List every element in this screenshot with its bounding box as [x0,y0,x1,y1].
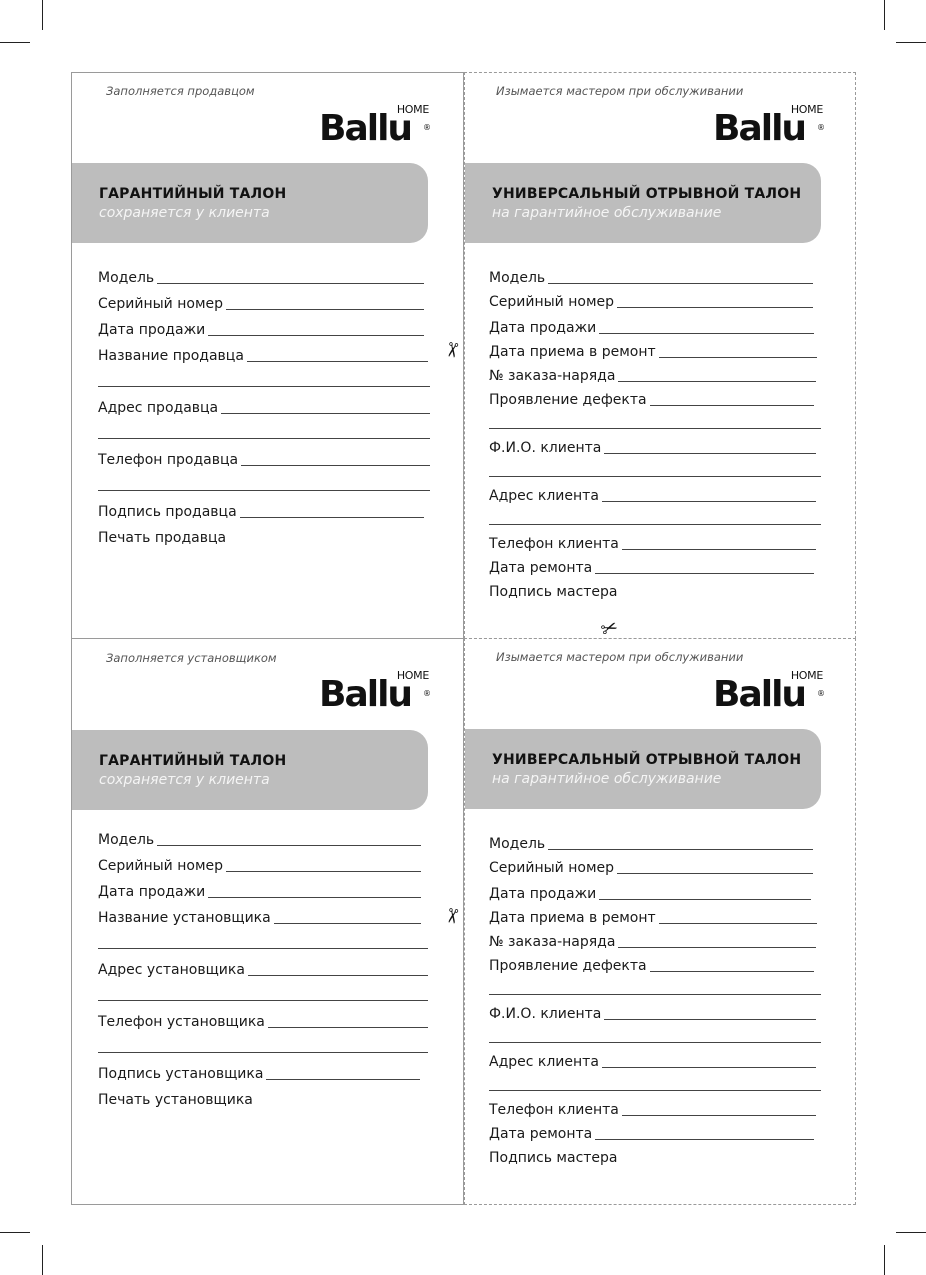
warranty-card-installer [71,638,464,1205]
blank-line[interactable] [98,948,428,949]
card-note: Изымается мастером при обслуживании [496,650,744,664]
blank-line[interactable] [98,438,430,439]
field-repair-accept-date[interactable]: Дата приема в ремонт [489,908,817,926]
field-order-number[interactable]: № заказа-наряда [489,366,816,384]
field-serial[interactable]: Серийный номер [489,292,813,310]
field-installer-stamp: Печать установщика [98,1092,253,1108]
field-installer-address[interactable]: Адрес установщика [98,960,428,978]
field-client-phone[interactable]: Телефон клиента [489,1100,816,1118]
crop-mark [0,42,30,43]
field-serial[interactable]: Серийный номер [489,858,813,876]
blank-line[interactable] [489,1090,821,1091]
field-model[interactable]: Модель [489,834,813,852]
field-sale-date[interactable]: Дата продажи [98,882,421,900]
blank-line[interactable] [98,1052,428,1053]
field-seller-address[interactable]: Адрес продавца [98,398,430,416]
ballu-logo: Ballu HOME ® [319,669,431,715]
card-subtitle: сохраняется у клиента [99,205,270,221]
card-banner [72,730,428,810]
card-title: УНИВЕРСАЛЬНЫЙ ОТРЫВНОЙ ТАЛОН [492,752,802,768]
field-client-name[interactable]: Ф.И.О. клиента [489,438,816,456]
field-repair-date[interactable]: Дата ремонта [489,558,814,576]
warranty-card-seller [71,72,464,639]
field-installer-name[interactable]: Название установщика [98,908,421,926]
field-client-address[interactable]: Адрес клиента [489,1052,816,1070]
ballu-logo: Ballu HOME ® [713,103,825,149]
field-seller-stamp: Печать продавца [98,530,227,546]
ballu-logo: Ballu HOME ® [319,103,431,149]
field-defect[interactable]: Проявление дефекта [489,956,814,974]
crop-mark [884,0,885,30]
field-serial[interactable]: Серийный номер [98,294,424,312]
tear-off-card-bottom [464,638,856,1205]
field-repair-accept-date[interactable]: Дата приема в ремонт [489,342,817,360]
crop-mark [896,1232,926,1233]
crop-mark [42,1245,43,1275]
field-model[interactable]: Модель [98,268,424,286]
card-subtitle: на гарантийное обслуживание [492,771,722,787]
crop-mark [896,42,926,43]
crop-mark [0,1232,30,1233]
card-subtitle: сохраняется у клиента [99,772,270,788]
field-defect[interactable]: Проявление дефекта [489,390,814,408]
field-sale-date[interactable]: Дата продажи [98,320,424,338]
field-installer-phone[interactable]: Телефон установщика [98,1012,428,1030]
card-title: УНИВЕРСАЛЬНЫЙ ОТРЫВНОЙ ТАЛОН [492,186,802,202]
field-sale-date[interactable]: Дата продажи [489,884,811,902]
field-model[interactable]: Модель [98,830,421,848]
field-master-signature: Подпись мастера [489,1150,618,1166]
blank-line[interactable] [489,476,821,477]
field-installer-signature[interactable]: Подпись установщика [98,1064,420,1082]
card-note: Заполняется продавцом [106,84,255,98]
blank-line[interactable] [98,1000,428,1001]
field-client-address[interactable]: Адрес клиента [489,486,816,504]
field-model[interactable]: Модель [489,268,813,286]
crop-mark [884,1245,885,1275]
crop-mark [42,0,43,30]
field-seller-phone[interactable]: Телефон продавца [98,450,430,468]
field-repair-date[interactable]: Дата ремонта [489,1124,814,1142]
scissors-icon: ✂ [597,613,622,643]
card-title: ГАРАНТИЙНЫЙ ТАЛОН [99,753,287,769]
field-seller-signature[interactable]: Подпись продавца [98,502,424,520]
tear-off-card-top [464,72,856,643]
field-serial[interactable]: Серийный номер [98,856,421,874]
card-banner [465,163,821,243]
ballu-logo: Ballu HOME ® [713,669,825,715]
blank-line[interactable] [489,524,821,525]
blank-line[interactable] [489,994,821,995]
card-note: Заполняется установщиком [106,651,277,665]
field-seller-name[interactable]: Название продавца [98,346,428,364]
card-title: ГАРАНТИЙНЫЙ ТАЛОН [99,186,287,202]
field-order-number[interactable]: № заказа-наряда [489,932,816,950]
card-note: Изымается мастером при обслуживании [496,84,744,98]
blank-line[interactable] [98,386,430,387]
field-client-phone[interactable]: Телефон клиента [489,534,816,552]
card-banner [465,729,821,809]
scissors-icon: ✂ [439,339,466,361]
card-subtitle: на гарантийное обслуживание [492,205,722,221]
card-banner [72,163,428,243]
blank-line[interactable] [489,428,821,429]
field-master-signature: Подпись мастера [489,584,618,600]
blank-line[interactable] [98,490,430,491]
scissors-icon: ✂ [439,905,466,927]
field-client-name[interactable]: Ф.И.О. клиента [489,1004,816,1022]
blank-line[interactable] [489,1042,821,1043]
field-sale-date[interactable]: Дата продажи [489,318,814,336]
